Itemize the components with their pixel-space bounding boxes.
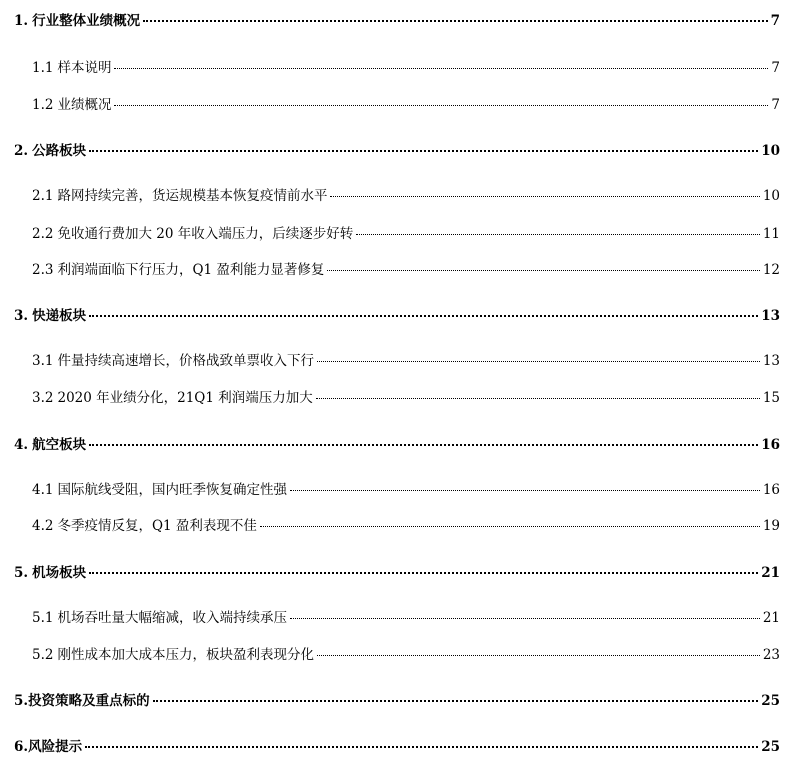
dot-leader xyxy=(143,20,768,22)
toc-entry-risk-warning[interactable] xyxy=(14,738,780,756)
dot-leader xyxy=(114,105,768,106)
toc-page-number: 21 xyxy=(762,610,780,626)
dot-leader xyxy=(260,526,760,527)
dot-leader xyxy=(89,150,758,152)
dot-leader xyxy=(317,361,760,362)
dot-leader xyxy=(85,746,758,748)
toc-entry-title: 4.1 国际航线受阻，国内旺季恢复确定性强 xyxy=(32,482,287,498)
dot-leader xyxy=(330,196,759,197)
toc-entry-1-1[interactable] xyxy=(32,59,780,77)
toc-entry-2-2[interactable] xyxy=(32,225,780,243)
toc-page-number: 7 xyxy=(771,60,780,76)
toc-entry-1-2[interactable] xyxy=(32,96,780,114)
toc-page-number: 16 xyxy=(762,482,780,498)
toc-page-number: 15 xyxy=(762,390,780,406)
toc-entry-2-1[interactable] xyxy=(32,187,780,205)
toc-entry-3[interactable] xyxy=(14,307,780,325)
toc-entry-title: 2.3 利润端面临下行压力，Q1 盈利能力显著修复 xyxy=(32,262,325,278)
toc-entry-title: 4. 航空板块 xyxy=(14,437,87,453)
toc-page-number: 21 xyxy=(761,565,780,581)
toc-page-number: 19 xyxy=(762,518,780,534)
dot-leader xyxy=(317,655,760,656)
toc-entry-1[interactable] xyxy=(14,12,780,30)
dot-leader xyxy=(290,618,760,619)
toc-entry-title: 1.2 业绩概况 xyxy=(32,97,112,113)
toc-entry-title: 5.1 机场吞吐量大幅缩减，收入端持续承压 xyxy=(32,610,287,626)
toc-page-number: 12 xyxy=(762,262,780,278)
toc-page-number: 10 xyxy=(761,143,780,159)
toc-page-number: 13 xyxy=(761,308,780,324)
toc-entry-title: 4.2 冬季疫情反复，Q1 盈利表现不佳 xyxy=(32,518,257,534)
toc-page-number: 25 xyxy=(761,739,780,755)
toc-page-number: 13 xyxy=(762,353,780,369)
toc-entry-5[interactable] xyxy=(14,564,780,582)
toc-entry-5-2[interactable] xyxy=(32,646,780,664)
toc-entry-title: 2. 公路板块 xyxy=(14,143,87,159)
toc-entry-investment-strategy[interactable] xyxy=(14,692,780,710)
toc-entry-title: 1.1 样本说明 xyxy=(32,60,112,76)
dot-leader xyxy=(327,270,759,271)
dot-leader xyxy=(114,68,768,69)
dot-leader xyxy=(153,700,759,702)
dot-leader xyxy=(89,572,758,574)
dot-leader xyxy=(89,315,758,317)
toc-page-number: 23 xyxy=(762,647,780,663)
toc-entry-title: 2.2 免收通行费加大 20 年收入端压力，后续逐步好转 xyxy=(32,226,354,242)
toc-entry-title: 1. 行业整体业绩概况 xyxy=(14,13,141,29)
toc-page-number: 11 xyxy=(762,226,780,242)
toc-entry-title: 5.2 刚性成本加大成本压力，板块盈利表现分化 xyxy=(32,647,314,663)
dot-leader xyxy=(356,234,760,235)
toc-entry-2-3[interactable] xyxy=(32,261,780,279)
toc-entry-title: 5.投资策略及重点标的 xyxy=(14,693,150,709)
toc-page-number: 7 xyxy=(770,13,780,29)
toc-page-number: 16 xyxy=(761,437,780,453)
toc-entry-title: 6.风险提示 xyxy=(14,739,83,755)
toc-entry-5-1[interactable] xyxy=(32,609,780,627)
toc-entry-title: 2.1 路网持续完善，货运规模基本恢复疫情前水平 xyxy=(32,188,328,204)
dot-leader xyxy=(89,444,758,446)
dot-leader xyxy=(316,398,760,399)
toc-page-number: 10 xyxy=(762,188,780,204)
toc-entry-4-1[interactable] xyxy=(32,481,780,499)
toc-page-number: 25 xyxy=(761,693,780,709)
toc-entry-3-1[interactable] xyxy=(32,352,780,370)
toc-page-number: 7 xyxy=(771,97,780,113)
toc-entry-3-2[interactable] xyxy=(32,389,780,407)
toc-entry-title: 3. 快递板块 xyxy=(14,308,87,324)
toc-entry-4[interactable] xyxy=(14,436,780,454)
toc-entry-title: 5. 机场板块 xyxy=(14,565,87,581)
toc-entry-title: 3.1 件量持续高速增长，价格战致单票收入下行 xyxy=(32,353,314,369)
toc-entry-2[interactable] xyxy=(14,142,780,160)
toc-entry-4-2[interactable] xyxy=(32,517,780,535)
dot-leader xyxy=(290,490,760,491)
toc-entry-title: 3.2 2020 年业绩分化，21Q1 利润端压力加大 xyxy=(32,390,313,406)
